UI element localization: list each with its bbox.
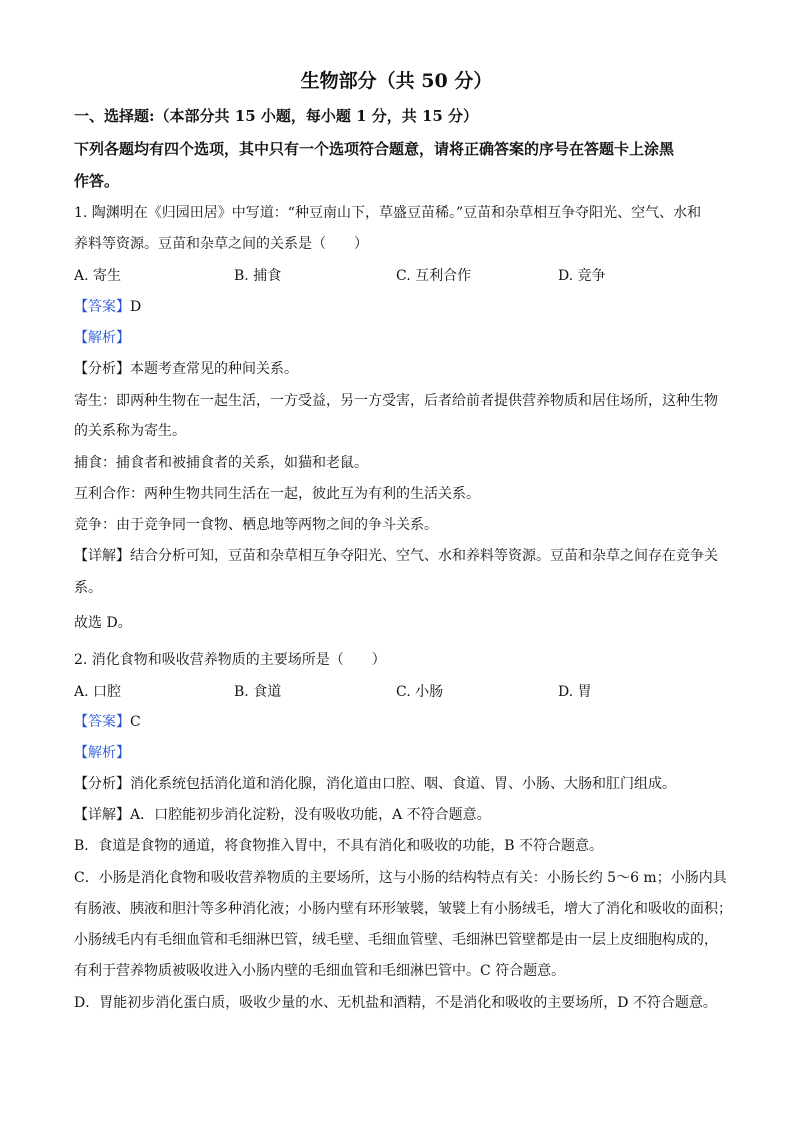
q1-huli-line: 互利合作：两种生物共同生活在一起，彼此互为有利的生活关系。 (74, 486, 480, 502)
q1-option-a: A. 寄生 (74, 268, 122, 284)
q2-fenxi-tag: 【分析】 (74, 776, 130, 792)
q1-answer-line (74, 297, 141, 317)
q1-answer-value: D (130, 299, 142, 315)
q2-option-c: C. 小肠 (396, 684, 444, 700)
q2-option-d: D. 胃 (558, 684, 592, 700)
q1-detail-tag: 【详解】 (74, 548, 130, 564)
q1-detail-line-1 (74, 546, 718, 566)
q2-option-a: A. 口腔 (74, 684, 122, 700)
q1-option-d: D. 竞争 (558, 268, 606, 284)
q2-option-b: B. 食道 (234, 684, 282, 700)
q2-answer-tag: 【答案】 (74, 714, 130, 730)
q1-stem-line-1: 1. 陶渊明在《归园田居》中写道：“种豆南山下，草盛豆苗稀。”豆苗和杂草相互争夺阳光、空气、水和 (74, 205, 702, 221)
q2-stem-line: 2. 消化食物和吸收营养物质的主要场所是（ ） (74, 652, 386, 668)
q1-jisheng-line-2: 的关系称为寄生。 (74, 423, 186, 439)
q2-line-b: B．食道是食物的通道，将食物推入胃中，不具有消化和吸收的功能，B 不符合题意。 (74, 838, 604, 854)
q2-detail-a-text: A．口腔能初步消化淀粉，没有吸收功能，A 不符合题意。 (130, 807, 491, 823)
q1-analysis-tag: 【解析】 (74, 330, 130, 346)
q1-fenxi-line (74, 359, 298, 379)
q1-bushi-line: 捕食：捕食者和被捕食者的关系，如猫和老鼠。 (74, 455, 368, 471)
q2-line-c-2: 有肠液、胰液和胆汁等多种消化液；小肠内壁有环形皱襞，皱襞上有小肠绒毛，增大了消化和吸收的面积； (74, 901, 732, 917)
q2-fenxi-text: 消化系统包括消化道和消化腺，消化道由口腔、咽、食道、胃、小肠、大肠和肛门组成。 (130, 776, 676, 792)
q2-answer-value: C (130, 714, 141, 730)
q2-detail-line-a (74, 805, 491, 825)
instruction-line-1: 下列各题均有四个选项，其中只有一个选项符合题意，请将正确答案的序号在答题卡上涂黑 (74, 140, 675, 158)
q1-jisheng-line-1: 寄生：即两种生物在一起生活，一方受益，另一方受害，后者给前者提供营养物质和居住场所，这种生物 (74, 393, 718, 409)
q1-stem-line-2: 养料等资源。豆苗和杂草之间的关系是（ ） (74, 236, 368, 252)
q1-option-b: B. 捕食 (234, 268, 282, 284)
q2-line-c-1: C．小肠是消化食物和吸收营养物质的主要场所，这与小肠的结构特点有关：小肠长约 5～6 m；小肠内具 (74, 870, 727, 886)
section-header: 一、选择题:（本部分共 15 小题，每小题 1 分，共 15 分） (74, 107, 479, 125)
q1-answer-tag: 【答案】 (74, 299, 130, 315)
q1-detail-line-2: 系。 (74, 580, 102, 596)
q2-answer-line (74, 712, 141, 732)
q1-option-c: C. 互利合作 (396, 268, 472, 284)
page-title: 生物部分（共 50 分） (300, 70, 493, 92)
q2-line-c-3: 小肠绒毛内有毛细血管和毛细淋巴管，绒毛壁、毛细血管壁、毛细淋巴管壁都是由一层上皮细胞构成的， (74, 932, 718, 948)
q2-detail-tag: 【详解】 (74, 807, 130, 823)
q1-jingzheng-line: 竞争：由于竞争同一食物、栖息地等两物之间的争斗关系。 (74, 517, 438, 533)
q1-fenxi-tag: 【分析】 (74, 361, 130, 377)
instruction-line-2: 作答。 (74, 172, 120, 190)
q1-detail-text: 结合分析可知，豆苗和杂草相互争夺阳光、空气、水和养料等资源。豆苗和杂草之间存在竞争关 (130, 548, 718, 564)
q2-fenxi-line (74, 774, 676, 794)
q1-choose-line: 故选 D。 (74, 615, 132, 631)
q2-analysis-tag: 【解析】 (74, 745, 130, 761)
q1-fenxi-text: 本题考查常见的种间关系。 (130, 361, 298, 377)
q2-line-c-4: 有利于营养物质被吸收进入小肠内壁的毛细血管和毛细淋巴管中。C 符合题意。 (74, 963, 566, 979)
q2-line-d: D．胃能初步消化蛋白质，吸收少量的水、无机盐和酒精，不是消化和吸收的主要场所，D 不符合题意。 (74, 995, 717, 1011)
